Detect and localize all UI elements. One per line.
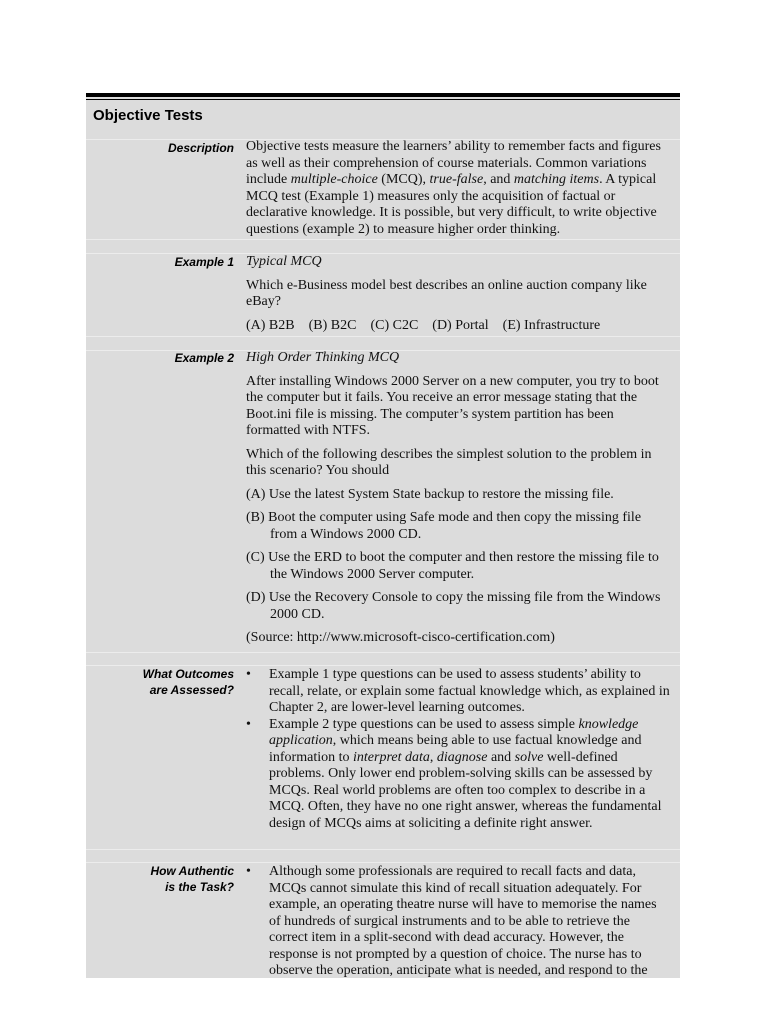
row-separator <box>86 239 680 240</box>
example2-content <box>246 350 670 654</box>
example2-source: (Source: http://www.microsoft-cisco-certification.com) <box>246 630 555 645</box>
list-item: • Example 2 type questions can be used to assess simple knowledge application, which means being able to use factual knowledge and information to interpret data, diagnose and solve well-defined problems. Only lower end problem-solving skills can be assessed by MCQs. Real world problems are often too complex to describe in a MCQ. Often, they have no one right answer, whereas the fundamental design of MCQs aims at soliciting a definite right answer. <box>246 716 662 831</box>
example2-option-d: (D) Use the Recovery Console to copy the missing file from the Windows 2000 CD. <box>246 590 661 622</box>
bullet-icon: • <box>246 864 251 879</box>
outcomes-content <box>246 667 670 832</box>
example1-label: Example 1 <box>174 255 234 269</box>
description-label: Description <box>167 141 234 155</box>
row-separator <box>86 336 680 337</box>
authentic-label: How Authentic is the Task? <box>150 864 234 894</box>
top-rule-thin <box>86 99 680 100</box>
example1-options: (A) B2B (B) B2C (C) C2C (D) Portal (E) Infrastructure <box>246 317 601 333</box>
row-separator <box>86 849 680 850</box>
bullet-icon: • <box>246 667 251 682</box>
objective-tests-table <box>86 93 680 978</box>
authentic-content <box>246 864 670 978</box>
section-title: Objective Tests <box>93 107 203 124</box>
bullet-icon: • <box>246 716 251 732</box>
example2-subtitle: High Order Thinking MCQ <box>246 350 400 365</box>
description-text: Objective tests measure the learners’ ability to remember facts and figures as well as their comprehension of course materials. Common variations include multiple-choice (MCQ), true-false, and matching items. A typical MCQ test (Example 1) measures only the acquisition of factual or declarative knowledge. It is possible, but very difficult, to write objective questions (example 2) to measure higher order thinking. <box>246 139 661 237</box>
example2-scenario: After installing Windows 2000 Server on a new computer, you try to boot the computer but it fails. You receive an error message stating that the Boot.ini file is missing. The computer’s system partition has been formatted with NTFS. <box>246 373 659 438</box>
list-item: • Although some professionals are required to recall facts and data, MCQs cannot simulate this kind of recall situation adequately. For example, an operating theatre nurse will have to memorise the names of hundreds of surgical instruments and to be able to retrieve the correct item in a split-second with dead accuracy. However, the response is not prompted by a question of choice. The nurse has to observe the operation, anticipate what is needed, and respond to the <box>246 864 657 978</box>
example1-content <box>246 254 670 341</box>
list-item: • Example 1 type questions can be used to assess students’ ability to recall, relate, or explain some factual knowledge which, as explained in Chapter 2, are lower-level learning outcomes. <box>246 667 670 715</box>
outcomes-label: What Outcomes are Assessed? <box>142 667 234 697</box>
example2-option-c: (C) Use the ERD to boot the computer and then restore the missing file to the Windows 2000 Server computer. <box>246 550 659 582</box>
example2-label: Example 2 <box>174 351 234 365</box>
example2-question: Which of the following describes the simplest solution to the problem in this scenario? You should <box>246 446 652 478</box>
example1-subtitle: Typical MCQ <box>246 254 322 269</box>
example2-option-b: (B) Boot the computer using Safe mode and then copy the missing file from a Windows 2000 CD. <box>246 510 642 542</box>
example2-option-a: (A) Use the latest System State backup to restore the missing file. <box>246 486 614 502</box>
row-separator <box>86 652 680 653</box>
example1-question: Which e-Business model best describes an online auction company like eBay? <box>246 277 647 309</box>
top-rule-thick <box>86 93 680 97</box>
